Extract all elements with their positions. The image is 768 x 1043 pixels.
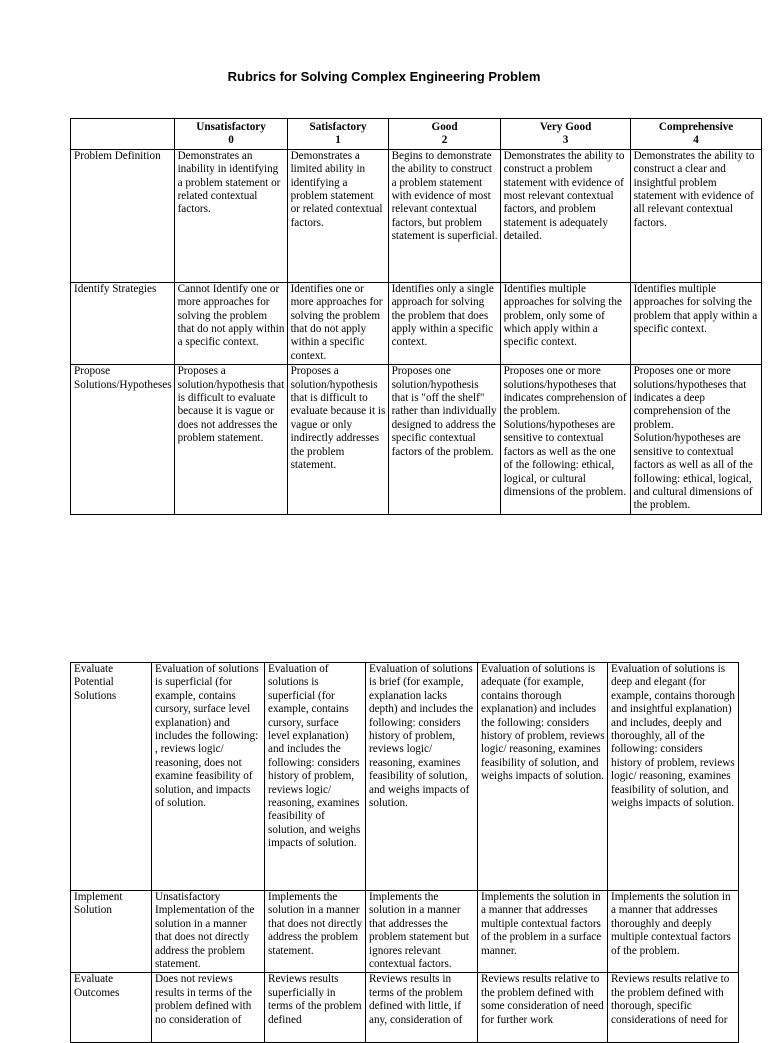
rubric-cell: Demonstrates an inability in identifying a problem statement or related contextual factors. <box>174 149 287 282</box>
rubric-cell: Evaluation of solutions is superficial (for example, contains cursory, surface level explanation) and includes the following: , reviews logic/ reasoning, does not examine feasibility of solution, and impacts of solution. <box>152 663 265 891</box>
rubric-cell: Implements the solution in a manner that does not directly address the problem statement. <box>265 891 366 973</box>
rubric-row-evaluate-outcomes <box>71 973 739 1043</box>
rubric-row-evaluate-potential-solutions <box>71 663 739 891</box>
rubric-cell: Reviews results superficially in terms of the problem defined <box>265 973 366 1043</box>
header-score: 3 <box>562 134 569 147</box>
header-cell-satisfactory <box>287 119 388 150</box>
rubric-cell: Proposes one or more solutions/hypotheses that indicates a deep comprehension of the problem. Solution/hypotheses are sensitive to contextual factors as well as all of the following: ethical, logical, and cultural dimensions of the problem. <box>630 365 761 514</box>
criterion-cell: Evaluate Outcomes <box>71 973 152 1043</box>
header-cell-very-good <box>500 119 630 150</box>
header-score: 2 <box>441 134 448 147</box>
rubric-cell: Proposes a solution/hypothesis that is difficult to evaluate because it is vague or only indirectly addresses the problem statement. <box>287 365 388 514</box>
criterion-cell: Evaluate Potential Solutions <box>71 663 152 891</box>
header-label: Good <box>431 121 458 133</box>
rubric-cell: Demonstrates the ability to construct a clear and insightful problem statement with evidence of all relevant contextual factors. <box>630 149 761 282</box>
rubric-cell: Demonstrates a limited ability in identifying a problem statement or related contextual factors. <box>287 149 388 282</box>
page-title: Rubrics for Solving Complex Engineering Problem <box>227 69 541 84</box>
rubric-cell: Implements the solution in a manner that addresses thoroughly and deeply multiple contextual factors of the problem. <box>608 891 739 973</box>
rubric-cell: Unsatisfactory Implementation of the solution in a manner that does not directly address the problem statement. <box>152 891 265 973</box>
rubric-row-problem-definition <box>71 149 762 282</box>
criterion-cell: Propose Solutions/Hypotheses <box>71 365 175 514</box>
rubric-table-1 <box>70 118 762 515</box>
rubric-cell: Reviews results in terms of the problem defined with little, if any, consideration of <box>366 973 478 1043</box>
criterion-cell: Problem Definition <box>71 149 175 282</box>
header-score: 4 <box>693 134 699 147</box>
header-label: Very Good <box>539 121 592 133</box>
rubric-cell: Identifies multiple approaches for solving the problem that apply within a specific context. <box>630 282 761 364</box>
header-label: Comprehensive <box>658 121 734 133</box>
header-score: 0 <box>228 134 234 147</box>
header-score: 1 <box>335 134 341 147</box>
rubric-cell: Demonstrates the ability to construct a problem statement with evidence of most relevant contextual factors, and problem statement is adequately detailed. <box>500 149 630 282</box>
rubric-cell: Reviews results relative to the problem defined with thorough, specific considerations of need for <box>608 973 739 1043</box>
header-row <box>71 119 762 150</box>
rubric-row-propose-solutions <box>71 365 762 514</box>
rubric-cell: Evaluation of solutions is adequate (for example, contains thorough explanation) and includes the following: considers history of problem, reviews logic/ reasoning, examines feasibility of solution, and weighs impacts of solution. <box>478 663 608 891</box>
rubric-cell: Proposes one or more solutions/hypotheses that indicates comprehension of the problem. Solutions/hypotheses are sensitive to contextual factors as well as the one of the following: ethical, logical, or cultural dimensions of the problem. <box>500 365 630 514</box>
rubric-row-identify-strategies <box>71 282 762 364</box>
rubric-cell: Identifies only a single approach for solving the problem that does apply within a specific context. <box>388 282 500 364</box>
rubric-cell: Begins to demonstrate the ability to construct a problem statement with evidence of most relevant contextual factors, but problem statement is superficial. <box>388 149 500 282</box>
header-label: Unsatisfactory <box>196 121 266 133</box>
rubric-table-2 <box>70 662 739 1043</box>
rubric-cell: Implements the solution in a manner that addresses multiple contextual factors of the problem in a surface manner. <box>478 891 608 973</box>
rubric-cell: Identifies multiple approaches for solving the problem, only some of which apply within a specific context. <box>500 282 630 364</box>
rubric-row-implement-solution <box>71 891 739 973</box>
header-cell-criterion <box>71 119 175 150</box>
header-label: Satisfactory <box>309 121 367 133</box>
rubric-cell: Evaluation of solutions is superficial (for example, contains cursory, surface level explanation) and includes the following: considers history of problem, reviews logic/ reasoning, examines feasibility of solution, and weighs impacts of solution. <box>265 663 366 891</box>
rubric-cell: Implements the solution in a manner that addresses the problem statement but ignores relevant contextual factors. <box>366 891 478 973</box>
rubric-cell: Evaluation of solutions is deep and elegant (for example, contains thorough and insightful explanation) and includes, deeply and thoroughly, all of the following: considers history of problem, reviews logic/ reasoning, examines feasibility of solution, and weighs impacts of solution. <box>608 663 739 891</box>
criterion-cell: Implement Solution <box>71 891 152 973</box>
rubric-cell: Identifies one or more approaches for solving the problem that do not apply within a specific context. <box>287 282 388 364</box>
header-cell-unsatisfactory <box>174 119 287 150</box>
criterion-cell: Identify Strategies <box>71 282 175 364</box>
header-cell-comprehensive <box>630 119 761 150</box>
rubric-cell: Reviews results relative to the problem defined with some consideration of need for further work <box>478 973 608 1043</box>
rubric-cell: Does not reviews results in terms of the problem defined with no consideration of <box>152 973 265 1043</box>
header-cell-good <box>388 119 500 150</box>
rubric-cell: Proposes a solution/hypothesis that is difficult to evaluate because it is vague or does not addresses the problem statement. <box>174 365 287 514</box>
rubric-cell: Proposes one solution/hypothesis that is "off the shelf" rather than individually designed to address the specific contextual factors of the problem. <box>388 365 500 514</box>
rubric-cell: Evaluation of solutions is brief (for example, explanation lacks depth) and includes the following: considers history of problem, reviews logic/ reasoning, examines feasibility of solution, and weighs impacts of solution. <box>366 663 478 891</box>
rubric-cell: Cannot Identify one or more approaches for solving the problem that do not apply within a specific context. <box>174 282 287 364</box>
